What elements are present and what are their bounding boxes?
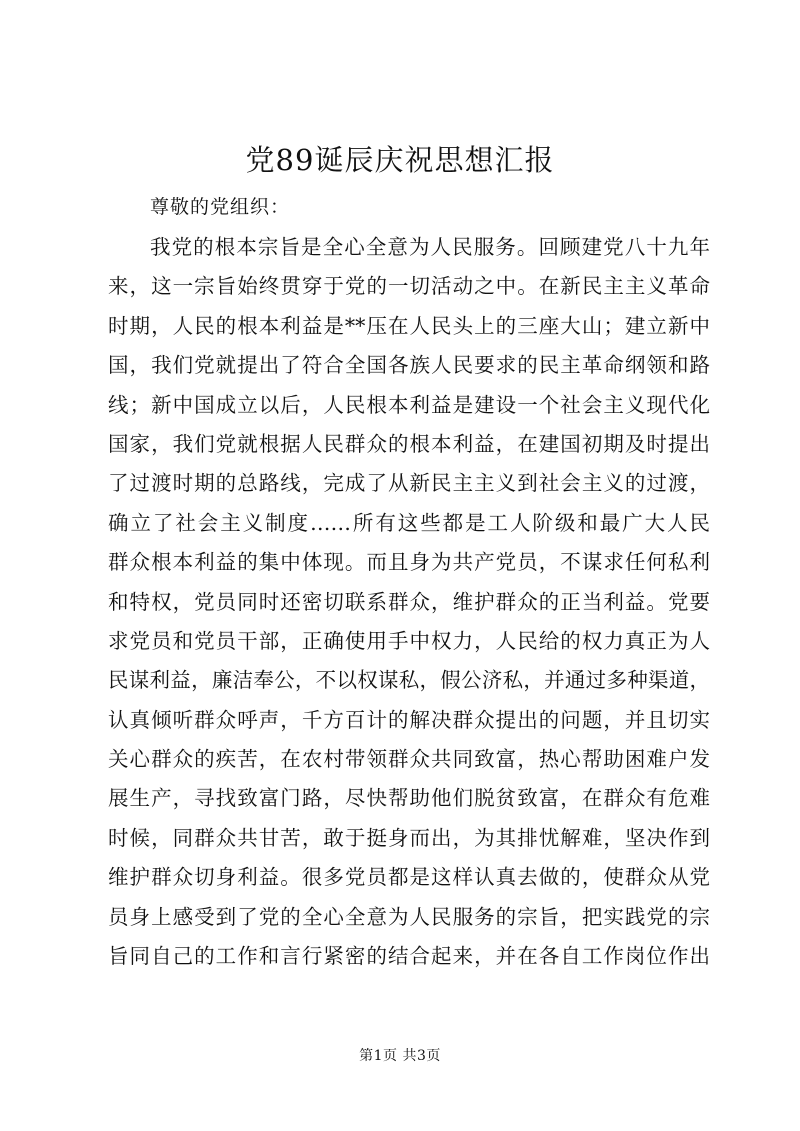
text-line: 认真倾听群众呼声，千方百计的解决群众提出的问题，并且切实 — [108, 707, 710, 732]
text-line: 来，这一宗旨始终贯穿于党的一切活动之中。在新民主主义革命 — [108, 274, 710, 299]
text-line: 国，我们党就提出了符合全国各族人民要求的民主革命纲领和路 — [108, 353, 710, 378]
page-footer: 第1页 共3页 — [359, 1048, 441, 1064]
text-line: 求党员和党员干部，正确使用手中权力，人民给的权力真正为人 — [108, 628, 710, 653]
text-line: 国家，我们党就根据人民群众的根本利益，在建国初期及时提出 — [108, 431, 710, 456]
text-line: 时期，人民的根本利益是**压在人民头上的三座大山；建立新中 — [108, 313, 710, 338]
text-line: 旨同自己的工作和言行紧密的结合起来，并在各自工作岗位作出 — [108, 944, 710, 969]
text-line: 线；新中国成立以后，人民根本利益是建设一个社会主义现代化 — [108, 392, 710, 417]
text-line: 我党的根本宗旨是全心全意为人民服务。回顾建党八十九年 — [150, 235, 710, 259]
text-line: 和特权，党员同时还密切联系群众，维护群众的正当利益。党要 — [108, 589, 710, 614]
text-line: 维护群众切身利益。很多党员都是这样认真去做的，使群众从党 — [108, 865, 710, 890]
text-line: 群众根本利益的集中体现。而且身为共产党员，不谋求任何私利 — [108, 550, 710, 575]
text-line: 民谋利益，廉洁奉公，不以权谋私，假公济私，并通过多种渠道， — [108, 668, 710, 693]
body-paragraph — [108, 228, 710, 976]
text-line: 了过渡时期的总路线，完成了从新民主主义到社会主义的过渡， — [108, 471, 710, 496]
document-title: 党89诞辰庆祝思想汇报 — [245, 143, 555, 177]
text-line: 确立了社会主义制度……所有这些都是工人阶级和最广大人民 — [108, 510, 710, 535]
text-line: 时候，同群众共甘苦，敢于挺身而出，为其排忧解难，坚决作到 — [108, 825, 710, 850]
text-line: 展生产，寻找致富门路，尽快帮助他们脱贫致富，在群众有危难 — [108, 786, 710, 811]
salutation: 尊敬的党组织： — [150, 196, 291, 218]
text-line: 关心群众的疾苦，在农村带领群众共同致富，热心帮助困难户发 — [108, 747, 710, 772]
text-line: 员身上感受到了党的全心全意为人民服务的宗旨，把实践党的宗 — [108, 904, 710, 929]
